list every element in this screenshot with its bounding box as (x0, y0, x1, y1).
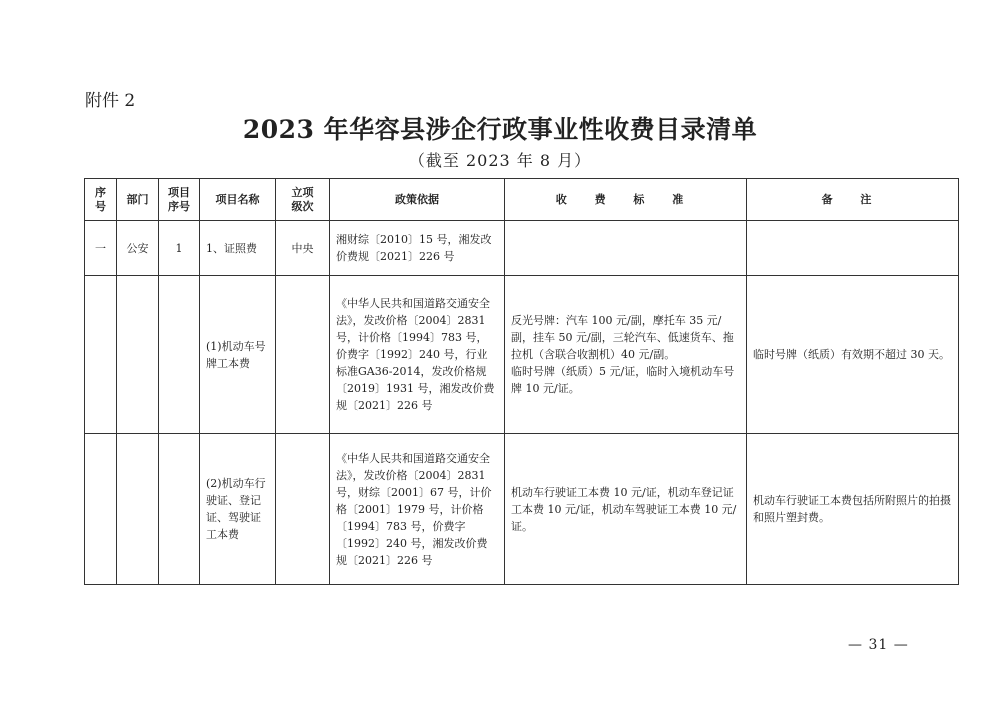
cell-standard (505, 221, 747, 276)
header-seq: 序 号 (85, 179, 117, 221)
cell-policy: 湘财综〔2010〕15 号，湘发改价费规〔2021〕226 号 (330, 221, 505, 276)
header-level: 立项 级次 (276, 179, 330, 221)
header-remark: 备 注 (747, 179, 959, 221)
cell-standard: 机动车行驶证工本费 10 元/证，机动车登记证工本费 10 元/证，机动车驾驶证工本费 10 元/证。 (505, 434, 747, 585)
cell-item-seq (159, 434, 200, 585)
header-item-name: 项目名称 (200, 179, 276, 221)
cell-policy: 《中华人民共和国道路交通安全法》，发改价格〔2004〕2831 号，计价格〔1994〕783 号，价费字〔1992〕240 号，行业标准GA36-2014，发改价格规〔2019〕1931 号，湘发改价费规〔2021〕226 号 (330, 276, 505, 434)
table-row (85, 276, 959, 434)
standard-paragraph: 反光号牌：汽车 100 元/副，摩托车 35 元/副，挂车 50 元/副，三轮汽车、低速货车、拖拉机（含联合收割机）40 元/副。 (511, 314, 734, 361)
table-header-row (85, 179, 959, 221)
header-dept: 部门 (117, 179, 159, 221)
fee-table (84, 178, 959, 585)
cell-item-seq (159, 276, 200, 434)
cell-seq (85, 434, 117, 585)
table-row (85, 434, 959, 585)
cell-seq: 一 (85, 221, 117, 276)
cell-standard (505, 276, 747, 434)
document-subtitle: （截至 2023 年 8 月） (408, 151, 592, 170)
table-row (85, 221, 959, 276)
cell-remark: 机动车行驶证工本费包括所附照片的拍摄和照片塑封费。 (747, 434, 959, 585)
cell-policy: 《中华人民共和国道路交通安全法》，发改价格〔2004〕2831 号，财综〔2001〕67 号，计价格〔2001〕1979 号，计价格〔1994〕783 号，价费字〔1992〕240 号，湘发改价费规〔2021〕226 号 (330, 434, 505, 585)
cell-level: 中央 (276, 221, 330, 276)
standard-paragraph: 临时号牌（纸质）5 元/证，临时入境机动车号牌 10 元/证。 (511, 365, 735, 395)
cell-item-name: (1)机动车号牌工本费 (200, 276, 276, 434)
cell-seq (85, 276, 117, 434)
cell-level (276, 434, 330, 585)
page-number: — 31 — (848, 637, 909, 653)
cell-dept (117, 276, 159, 434)
cell-remark: 临时号牌（纸质）有效期不超过 30 天。 (747, 276, 959, 434)
cell-item-seq: 1 (159, 221, 200, 276)
cell-item-name: 1、证照费 (200, 221, 276, 276)
header-policy: 政策依据 (330, 179, 505, 221)
attachment-label: 附件 2 (85, 91, 136, 111)
cell-item-name: (2)机动车行驶证、登记证、驾驶证工本费 (200, 434, 276, 585)
cell-level (276, 276, 330, 434)
header-item-seq: 项目 序号 (159, 179, 200, 221)
header-standard: 收 费 标 准 (505, 179, 747, 221)
document-title: 2023 年华容县涉企行政事业性收费目录清单 (242, 115, 758, 144)
cell-dept (117, 434, 159, 585)
cell-remark (747, 221, 959, 276)
cell-dept: 公安 (117, 221, 159, 276)
